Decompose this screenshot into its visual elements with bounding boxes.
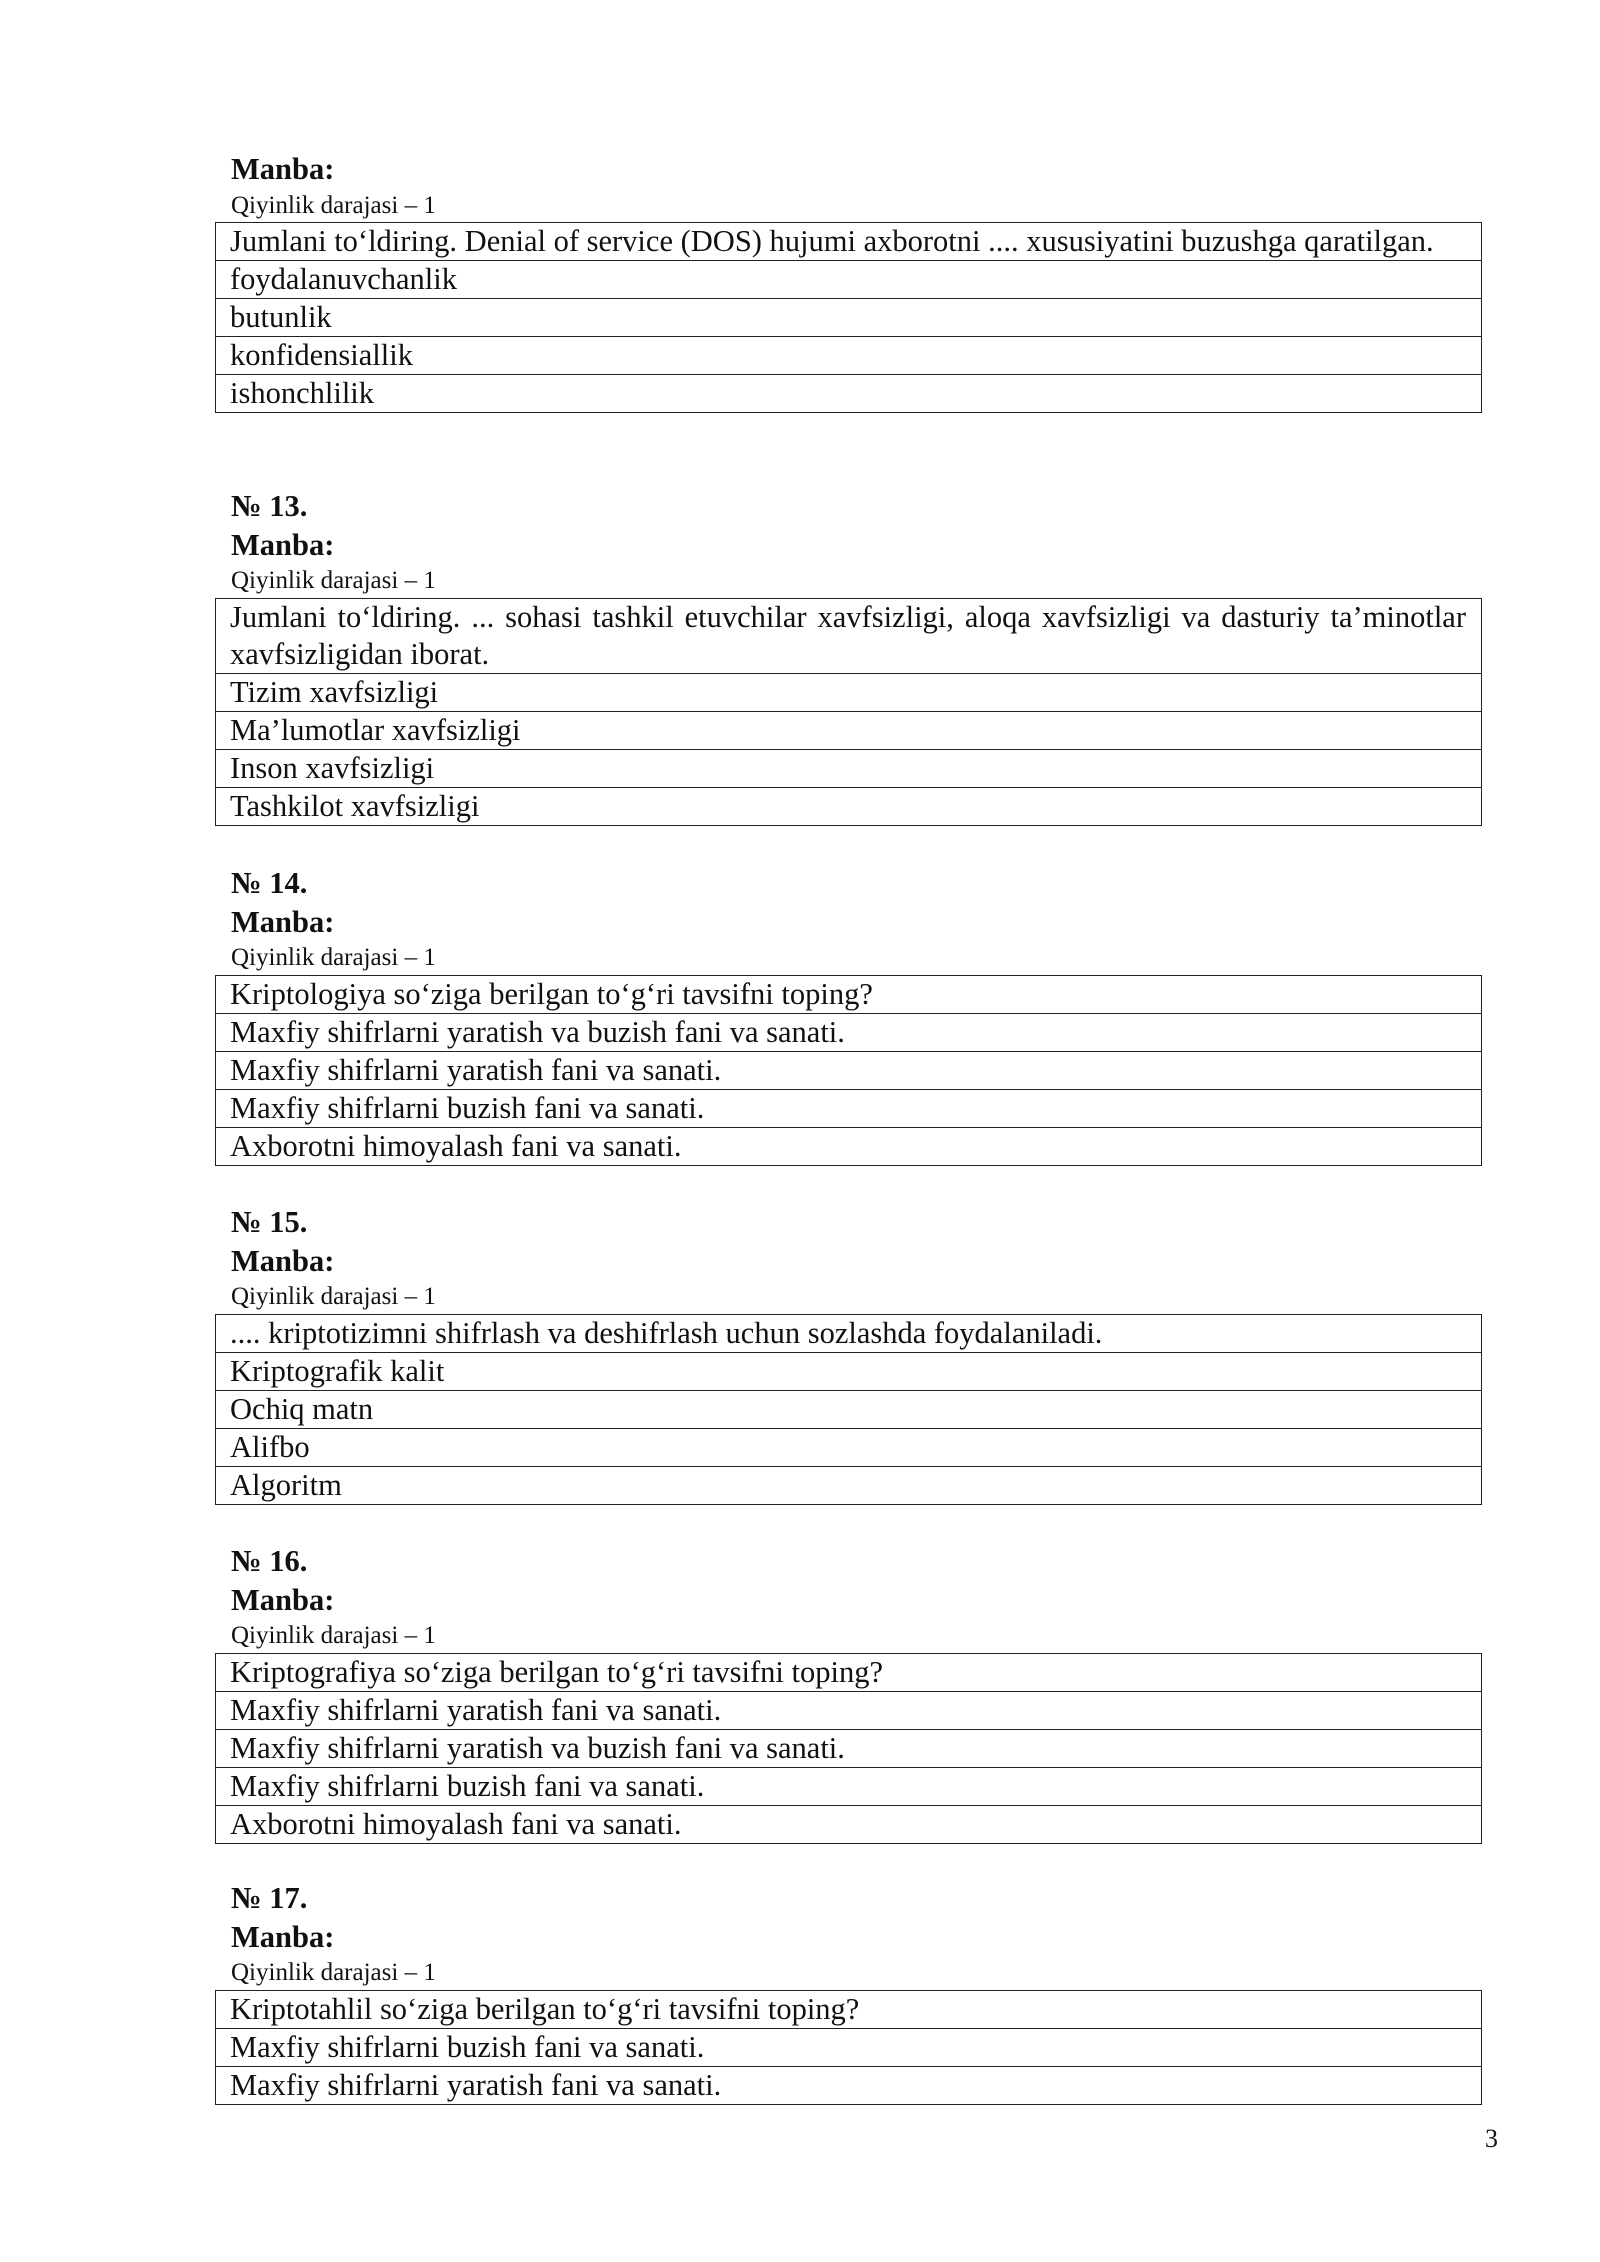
question-table (215, 1990, 1482, 2105)
answer-option: Maxfiy shifrlarni buzish fani va sanati. (216, 2028, 1481, 2066)
answer-option: ishonchlilik (216, 374, 1481, 412)
answer-option: Axborotni himoyalash fani va sanati. (216, 1805, 1481, 1843)
source-label: Manba: (231, 1919, 335, 1954)
question-number: № 14. (231, 866, 308, 900)
page-number: 3 (1485, 2124, 1498, 2153)
difficulty-label: Qiyinlik darajasi – 1 (231, 191, 436, 219)
answer-option: Maxfiy shifrlarni yaratish va buzish fani va sanati. (216, 1729, 1481, 1767)
question-block-16 (215, 1542, 1482, 1844)
answer-option: Maxfiy shifrlarni buzish fani va sanati. (216, 1767, 1481, 1805)
answer-option: Alifbo (216, 1428, 1481, 1466)
answer-option: Kriptografik kalit (216, 1352, 1481, 1390)
answer-option: Ochiq matn (216, 1390, 1481, 1428)
answer-option: Maxfiy shifrlarni yaratish fani va sanati. (216, 1691, 1481, 1729)
question-number: № 13. (231, 489, 308, 523)
question-text: Kriptografiya so‘ziga berilgan to‘g‘ri tavsifni toping? (230, 1654, 884, 1689)
answer-option: Ma’lumotlar xavfsizligi (216, 711, 1481, 749)
answer-option: foydalanuvchanlik (216, 260, 1481, 298)
source-label: Manba: (231, 152, 335, 186)
source-label: Manba: (231, 1582, 335, 1617)
difficulty-label: Qiyinlik darajasi – 1 (231, 1622, 436, 1649)
difficulty-label: Qiyinlik darajasi – 1 (231, 944, 436, 971)
question-number: № 15. (231, 1205, 308, 1239)
question-table (215, 222, 1482, 413)
question-block-14 (215, 864, 1482, 1166)
answer-option: butunlik (216, 298, 1481, 336)
source-label: Manba: (231, 527, 335, 562)
question-block-partial (215, 150, 1482, 413)
difficulty-label: Qiyinlik darajasi – 1 (231, 1959, 436, 1986)
question-table (215, 1314, 1482, 1505)
question-text: Kriptologiya so‘ziga berilgan to‘g‘ri tavsifni toping? (230, 976, 873, 1011)
question-number: № 16. (231, 1544, 308, 1578)
answer-option: Maxfiy shifrlarni buzish fani va sanati. (216, 1089, 1481, 1127)
question-text: .... kriptotizimni shifrlash va deshifrlash uchun sozlashda foydalaniladi. (230, 1315, 1103, 1350)
question-text: Jumlani to‘ldiring. ... sohasi tashkil etuvchilar xavfsizligi, aloqa xavfsizligi va dasturiy ta’minotlar xavfsizligidan iborat. (230, 599, 1466, 671)
question-text: Jumlani to‘ldiring. Denial of service (DOS) hujumi axborotni .... xususiyatini buzushga qaratilgan. (230, 224, 1434, 258)
source-label: Manba: (231, 1243, 335, 1278)
answer-option: Axborotni himoyalash fani va sanati. (216, 1127, 1481, 1165)
answer-option: konfidensiallik (216, 336, 1481, 374)
question-block-13 (215, 487, 1482, 826)
answer-option: Algoritm (216, 1466, 1481, 1504)
difficulty-label: Qiyinlik darajasi – 1 (231, 1283, 436, 1310)
question-table (215, 598, 1482, 826)
answer-option: Maxfiy shifrlarni yaratish va buzish fani va sanati. (216, 1013, 1481, 1051)
answer-option: Tashkilot xavfsizligi (216, 787, 1481, 825)
answer-option: Tizim xavfsizligi (216, 673, 1481, 711)
difficulty-label: Qiyinlik darajasi – 1 (231, 567, 436, 594)
answer-option: Maxfiy shifrlarni yaratish fani va sanati. (216, 2066, 1481, 2104)
question-number: № 17. (231, 1881, 308, 1915)
question-text: Kriptotahlil so‘ziga berilgan to‘g‘ri tavsifni toping? (230, 1991, 860, 2026)
question-table (215, 975, 1482, 1166)
source-label: Manba: (231, 904, 335, 939)
answer-option: Inson xavfsizligi (216, 749, 1481, 787)
answer-option: Maxfiy shifrlarni yaratish fani va sanati. (216, 1051, 1481, 1089)
question-block-17 (215, 1879, 1482, 2105)
question-block-15 (215, 1203, 1482, 1505)
question-table (215, 1653, 1482, 1844)
